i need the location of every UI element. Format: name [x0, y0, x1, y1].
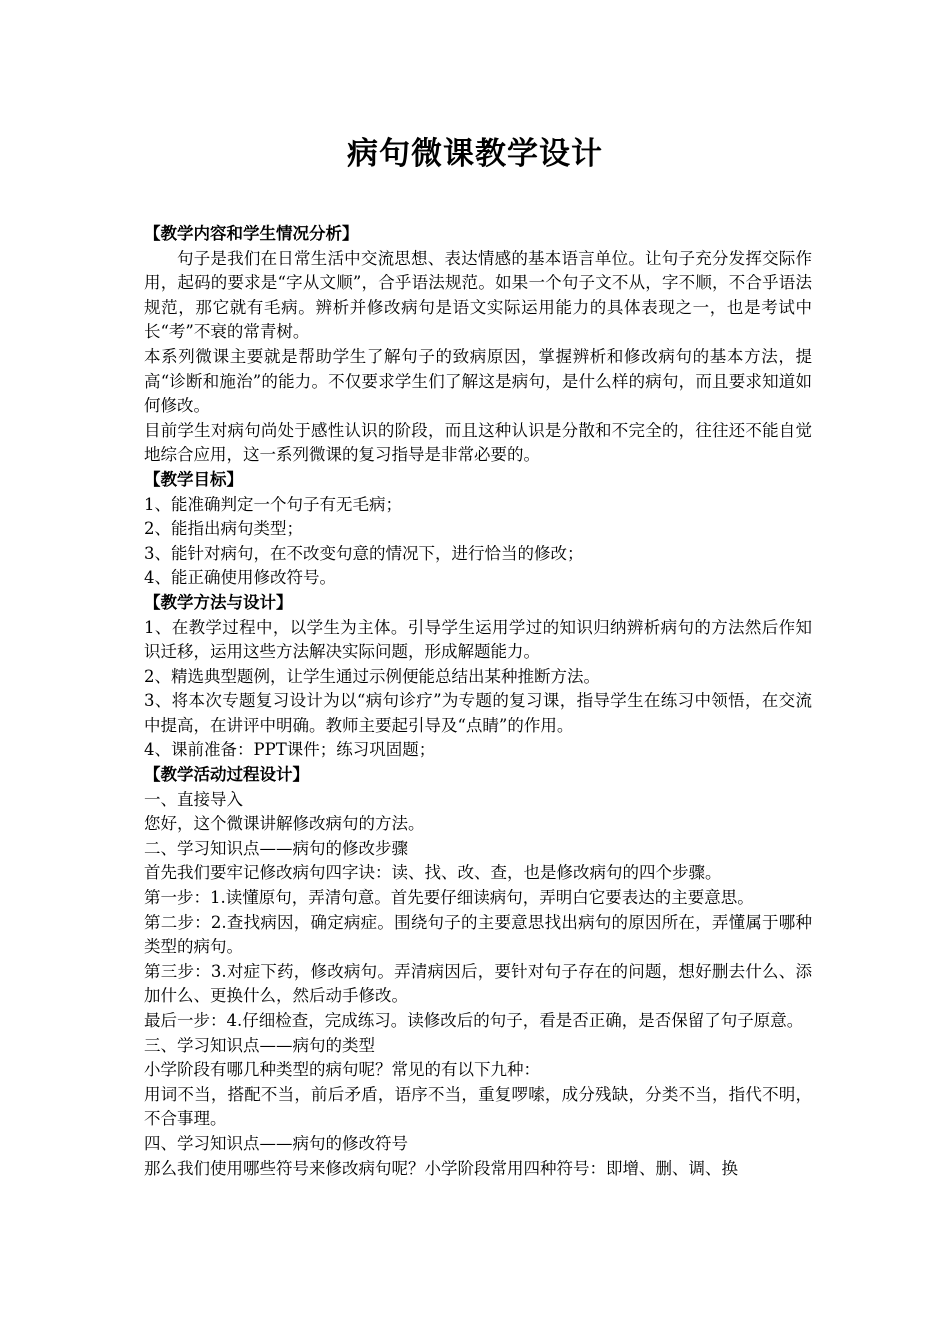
- list-item: 3、能针对病句，在不改变句意的情况下，进行恰当的修改；: [144, 543, 584, 563]
- page-title: 病句微课教学设计: [347, 136, 603, 172]
- paragraph: 本系列微课主要就是帮助学生了解句子的致病原因，掌握辨析和修改病句的基本方法，提高“诊断和施治”的能力。不仅要求学生们了解这是病句，是什么样的病句，而且要求知道如何修改。: [144, 346, 812, 416]
- list-item: 4、课前准备：PPT课件；练习巩固题；: [144, 740, 436, 760]
- section-heading-analysis: 【教学内容和学生情况分析】: [144, 224, 359, 243]
- paragraph: 用词不当，搭配不当，前后矛盾，语序不当，重复啰嗦，成分残缺，分类不当，指代不明，不合事理。: [144, 1084, 812, 1129]
- list-item: 1、能准确判定一个句子有无毛病；: [144, 494, 402, 514]
- section-heading-methods: 【教学方法与设计】: [144, 592, 293, 612]
- paragraph: 最后一步：4.仔细检查，完成练习。读修改后的句子，看是否正确，是否保留了句子原意。: [144, 1011, 804, 1030]
- paragraph: 小学阶段有哪几种类型的病句呢？常见的有以下九种：: [144, 1060, 540, 1080]
- paragraph: 二、学习知识点——病句的修改步骤: [144, 838, 408, 858]
- paragraph: 四、学习知识点——病句的修改符号: [144, 1133, 408, 1153]
- paragraph: 一、直接导入: [144, 789, 243, 809]
- paragraph: 首先我们要牢记修改病句四字诀：读、找、改、查，也是修改病句的四个步骤。: [144, 863, 722, 883]
- paragraph: 您好，这个微课讲解修改病句的方法。: [144, 814, 425, 834]
- list-item: 2、精选典型题例，让学生通过示例便能总结出某种推断方法。: [144, 666, 600, 686]
- section-heading-activities: 【教学活动过程设计】: [144, 765, 309, 785]
- section-heading-objectives: 【教学目标】: [144, 469, 243, 489]
- list-item: 2、能指出病句类型；: [144, 519, 303, 539]
- paragraph: 第三步：3.对症下药，修改病句。弄清病因后，要针对句子存在的问题，想好删去什么、添加什么、更换什么，然后动手修改。: [144, 961, 812, 1006]
- paragraph: 目前学生对病句尚处于感性认识的阶段，而且这种认识是分散和不完全的，往往还不能自觉地综合应用，这一系列微课的复习指导是非常必要的。: [144, 420, 812, 465]
- list-item: 4、能正确使用修改符号。: [144, 568, 336, 588]
- paragraph: 第一步：1.读懂原句，弄清句意。首先要仔细读病句，弄明白它要表达的主要意思。: [144, 888, 754, 908]
- paragraph: 三、学习知识点——病句的类型: [144, 1035, 375, 1055]
- list-item: 1、在教学过程中，以学生为主体。引导学生运用学过的知识归纳辨析病句的方法然后作知识迁移，运用这些方法解决实际问题，形成解题能力。: [144, 617, 812, 662]
- document-body: [144, 222, 812, 1181]
- paragraph: 第二步：2.查找病因，确定病症。围绕句子的主要意思找出病句的原因所在，弄懂属于哪种类型的病句。: [144, 912, 812, 957]
- list-item: 3、将本次专题复习设计为以“病句诊疗”为专题的复习课，指导学生在练习中领悟，在交流中提高，在讲评中明确。教师主要起引导及“点睛”的作用。: [144, 691, 812, 735]
- paragraph: 那么我们使用哪些符号来修改病句呢？小学阶段常用四种符号：即增、删、调、换: [144, 1158, 738, 1178]
- paragraph: 句子是我们在日常生活中交流思想、表达情感的基本语言单位。让句子充分发挥交际作用，起码的要求是“字从文顺”，合乎语法规范。如果一个句子文不从，字不顺，不合乎语法规范，那它就有毛病。辨析并修改病句是语文实际运用能力的具体表现之一，也是考试中长“考”不衰的常青树。: [144, 248, 812, 342]
